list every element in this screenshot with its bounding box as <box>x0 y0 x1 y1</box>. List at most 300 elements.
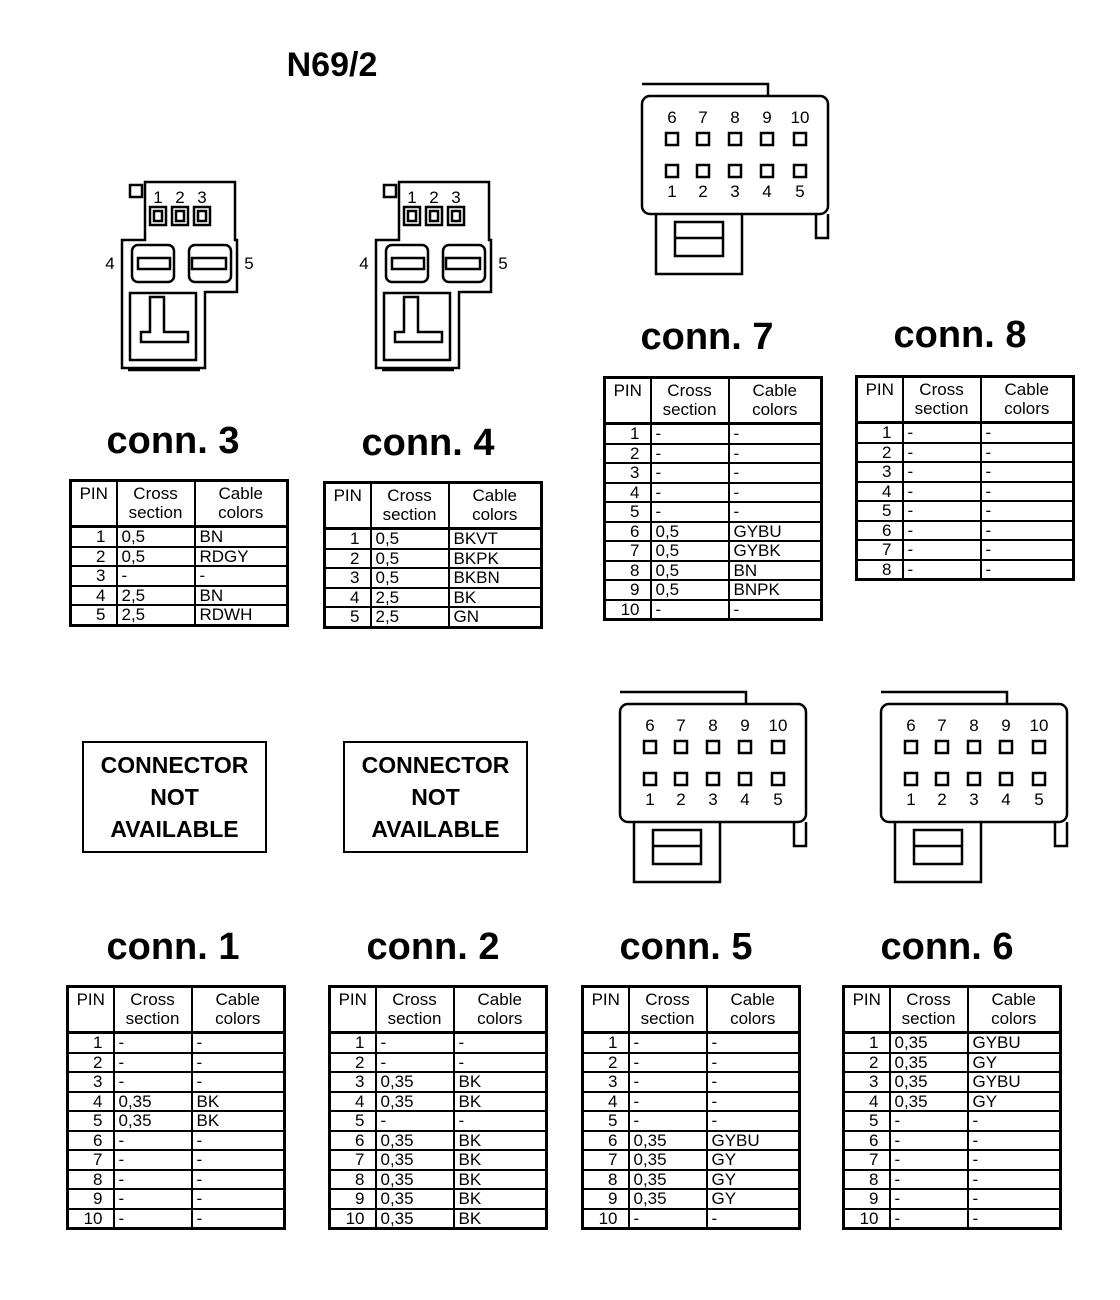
cross-section-cell: 2,5 <box>371 607 449 627</box>
cross-section-cell: - <box>890 1111 968 1131</box>
pin-label: 3 <box>451 188 461 207</box>
header-cross-section: Cross section <box>376 987 454 1033</box>
conn-6-table <box>842 985 1062 1230</box>
table-row <box>844 1092 1061 1112</box>
pin-socket <box>1000 773 1012 785</box>
connector-4-drawing <box>354 180 514 380</box>
table-row <box>844 1053 1061 1073</box>
pin-cell: 5 <box>844 1111 890 1131</box>
header-cross-section: Cross section <box>651 378 729 424</box>
pin-socket <box>968 741 980 753</box>
cable-color-cell: BNPK <box>729 580 822 600</box>
pin-cell: 4 <box>71 586 117 606</box>
pin-label: 1 <box>906 790 916 809</box>
cable-color-cell: - <box>968 1111 1061 1131</box>
cable-color-cell: - <box>192 1131 285 1151</box>
pin-cell: 3 <box>583 1072 629 1092</box>
pin-label: 2 <box>937 790 947 809</box>
pin-label: 7 <box>937 716 947 735</box>
table-row <box>844 1170 1061 1190</box>
conn-4-table <box>323 481 543 629</box>
cross-section-cell: - <box>651 424 729 444</box>
pin-cell: 4 <box>844 1092 890 1112</box>
conn-1-title: conn. 1 <box>106 926 240 968</box>
pin-label: 9 <box>1001 716 1011 735</box>
table-row <box>325 607 542 627</box>
connector-not-available-box-2 <box>343 741 528 853</box>
table-row <box>330 1131 547 1151</box>
conn-4-title: conn. 4 <box>361 422 495 464</box>
header-cable-colors: Cable colors <box>968 987 1061 1033</box>
pin-cell: 8 <box>68 1170 114 1190</box>
table-row <box>325 568 542 588</box>
pin-socket-inner <box>430 211 438 221</box>
conn-3-title: conn. 3 <box>106 420 240 462</box>
pin-cell: 7 <box>605 541 651 561</box>
cable-color-cell: - <box>729 600 822 620</box>
cross-section-cell: - <box>651 502 729 522</box>
na-line-2: NOT <box>150 784 199 810</box>
cable-color-cell: - <box>195 566 288 586</box>
pin-socket <box>194 207 210 225</box>
cross-section-cell: 0,5 <box>651 522 729 542</box>
cable-color-cell: - <box>707 1053 800 1073</box>
pin-socket <box>150 207 166 225</box>
cross-section-cell: - <box>114 1131 192 1151</box>
cross-section-cell: 0,35 <box>114 1111 192 1131</box>
cable-color-cell: BN <box>195 527 288 547</box>
cable-color-cell: BK <box>449 588 542 608</box>
cross-section-cell: - <box>114 1072 192 1092</box>
cable-color-cell: - <box>981 501 1074 521</box>
table-row <box>857 423 1074 443</box>
table-row <box>68 1033 285 1053</box>
cable-color-cell: - <box>192 1033 285 1053</box>
pin-cell: 9 <box>605 580 651 600</box>
power-pin-blade <box>192 258 226 269</box>
pin-socket <box>936 741 948 753</box>
pin-cell: 1 <box>325 529 371 549</box>
cable-color-cell: GY <box>707 1150 800 1170</box>
table-row <box>68 1209 285 1229</box>
conn-2-table <box>328 985 548 1230</box>
power-pin-blade <box>446 258 480 269</box>
table-row <box>583 1150 800 1170</box>
pin-label: 5 <box>498 254 508 273</box>
pin-socket <box>794 133 806 145</box>
latch <box>130 185 142 197</box>
pin-label: 2 <box>429 188 439 207</box>
table-row <box>330 1209 547 1229</box>
cross-section-cell: - <box>376 1053 454 1073</box>
pin-cell: 1 <box>68 1033 114 1053</box>
cross-section-cell: 2,5 <box>371 588 449 608</box>
cable-color-cell: - <box>729 424 822 444</box>
cross-section-cell: - <box>903 443 981 463</box>
table-row <box>68 1111 285 1131</box>
table-row <box>68 1072 285 1092</box>
pin-cell: 6 <box>68 1131 114 1151</box>
cable-color-cell: GYBU <box>729 522 822 542</box>
header-pin: PIN <box>71 481 117 527</box>
cross-section-cell: - <box>629 1072 707 1092</box>
latch <box>384 185 396 197</box>
pin-label: 10 <box>768 716 788 735</box>
cable-color-cell: - <box>981 521 1074 541</box>
cross-section-cell: - <box>629 1209 707 1229</box>
pin-label: 5 <box>795 182 805 201</box>
cross-section-cell: 0,35 <box>376 1189 454 1209</box>
pin-cell: 3 <box>857 462 903 482</box>
pin-label: 1 <box>667 182 677 201</box>
cable-color-cell: BN <box>729 561 822 581</box>
pin-label: 3 <box>197 188 207 207</box>
pin-label: 4 <box>105 254 115 273</box>
cable-color-cell: BKPK <box>449 549 542 569</box>
cross-section-cell: - <box>114 1053 192 1073</box>
pin-label: 5 <box>244 254 254 273</box>
cross-section-cell: 0,35 <box>376 1150 454 1170</box>
pin-socket <box>426 207 442 225</box>
pin-socket <box>675 741 687 753</box>
header-cable-colors: Cable colors <box>707 987 800 1033</box>
pin-cell: 4 <box>857 482 903 502</box>
table-row <box>857 482 1074 502</box>
table-row <box>844 1111 1061 1131</box>
pin-label: 6 <box>667 108 677 127</box>
table-header-row <box>583 987 800 1033</box>
pin-cell: 3 <box>71 566 117 586</box>
cross-section-cell: 0,5 <box>371 568 449 588</box>
cable-color-cell: GYBU <box>968 1072 1061 1092</box>
conn-5-table <box>581 985 801 1230</box>
cable-color-cell: - <box>968 1131 1061 1151</box>
pin-socket <box>404 207 420 225</box>
pin-socket <box>666 165 678 177</box>
pin-cell: 1 <box>857 423 903 443</box>
cross-section-cell: 0,5 <box>651 580 729 600</box>
table-row <box>583 1170 800 1190</box>
cross-section-cell: - <box>890 1150 968 1170</box>
cross-section-cell: 0,35 <box>376 1170 454 1190</box>
cross-section-cell: - <box>651 483 729 503</box>
pin-cell: 6 <box>844 1131 890 1151</box>
header-cross-section: Cross section <box>903 377 981 423</box>
pin-cell: 7 <box>857 540 903 560</box>
pin-cell: 9 <box>583 1189 629 1209</box>
table-row <box>325 549 542 569</box>
table-row <box>605 541 822 561</box>
pin-cell: 3 <box>330 1072 376 1092</box>
pin-cell: 4 <box>325 588 371 608</box>
pin-socket <box>739 741 751 753</box>
pin-socket <box>666 133 678 145</box>
connector-7-drawing <box>640 80 840 280</box>
pin-label: 8 <box>969 716 979 735</box>
cross-section-cell: 0,35 <box>890 1033 968 1053</box>
table-row <box>857 462 1074 482</box>
cross-section-cell: - <box>890 1189 968 1209</box>
pin-socket <box>644 773 656 785</box>
header-pin: PIN <box>583 987 629 1033</box>
cable-color-cell: GY <box>968 1053 1061 1073</box>
pin-socket <box>729 133 741 145</box>
pin-cell: 4 <box>330 1092 376 1112</box>
pin-label: 4 <box>359 254 369 273</box>
table-row <box>605 561 822 581</box>
table-row <box>844 1189 1061 1209</box>
pin-label: 1 <box>407 188 417 207</box>
pin-socket <box>707 741 719 753</box>
cross-section-cell: - <box>629 1053 707 1073</box>
pin-label: 7 <box>676 716 686 735</box>
pin-cell: 3 <box>325 568 371 588</box>
cross-section-cell: 0,35 <box>376 1131 454 1151</box>
cable-color-cell: BK <box>454 1150 547 1170</box>
table-header-row <box>68 987 285 1033</box>
cross-section-cell: 0,5 <box>117 527 195 547</box>
table-row <box>330 1033 547 1053</box>
table-row <box>71 586 288 606</box>
pin-cell: 3 <box>68 1072 114 1092</box>
table-row <box>844 1209 1061 1229</box>
cable-color-cell: - <box>192 1150 285 1170</box>
cross-section-cell: - <box>903 521 981 541</box>
pin-cell: 2 <box>844 1053 890 1073</box>
cable-color-cell: BKVT <box>449 529 542 549</box>
cable-color-cell: - <box>707 1209 800 1229</box>
pin-cell: 5 <box>583 1111 629 1131</box>
table-row <box>71 547 288 567</box>
pin-socket <box>172 207 188 225</box>
pin-label: 6 <box>906 716 916 735</box>
pin-cell: 1 <box>844 1033 890 1053</box>
cable-color-cell: - <box>981 540 1074 560</box>
pin-cell: 7 <box>844 1150 890 1170</box>
pin-label: 3 <box>708 790 718 809</box>
header-pin: PIN <box>857 377 903 423</box>
pin-label: 3 <box>969 790 979 809</box>
page-title: N69/2 <box>286 46 378 84</box>
pin-label: 4 <box>740 790 750 809</box>
pin-socket <box>697 133 709 145</box>
cable-color-cell: BK <box>192 1111 285 1131</box>
table-row <box>68 1170 285 1190</box>
conn-6-title: conn. 6 <box>880 926 1014 968</box>
table-row <box>605 580 822 600</box>
header-cable-colors: Cable colors <box>454 987 547 1033</box>
pin-cell: 4 <box>583 1092 629 1112</box>
na-line-1: CONNECTOR <box>100 752 249 778</box>
lock-tab <box>141 297 188 342</box>
pin-cell: 4 <box>605 483 651 503</box>
table-row <box>330 1111 547 1131</box>
pin-socket <box>905 773 917 785</box>
connector-top-rim <box>642 84 768 96</box>
cable-color-cell: GYBU <box>707 1131 800 1151</box>
cross-section-cell: - <box>114 1170 192 1190</box>
table-header-row <box>857 377 1074 423</box>
pin-cell: 2 <box>71 547 117 567</box>
table-row <box>583 1209 800 1229</box>
cable-color-cell: GYBU <box>968 1033 1061 1053</box>
table-row <box>330 1170 547 1190</box>
cable-color-cell: - <box>729 444 822 464</box>
table-row <box>605 600 822 620</box>
pin-cell: 5 <box>330 1111 376 1131</box>
cable-color-cell: BK <box>454 1209 547 1229</box>
cable-color-cell: BKBN <box>449 568 542 588</box>
table-row <box>330 1092 547 1112</box>
pin-label: 10 <box>1029 716 1049 735</box>
pin-cell: 3 <box>605 463 651 483</box>
cable-color-cell: BK <box>192 1092 285 1112</box>
cable-color-cell: GN <box>449 607 542 627</box>
header-cable-colors: Cable colors <box>449 483 542 529</box>
header-cross-section: Cross section <box>629 987 707 1033</box>
cable-color-cell: - <box>981 482 1074 502</box>
table-row <box>857 501 1074 521</box>
pin-cell: 1 <box>330 1033 376 1053</box>
pin-socket <box>1033 741 1045 753</box>
cross-section-cell: - <box>651 444 729 464</box>
header-pin: PIN <box>605 378 651 424</box>
power-pin-socket <box>189 245 231 282</box>
pin-cell: 7 <box>583 1150 629 1170</box>
header-cross-section: Cross section <box>371 483 449 529</box>
cable-color-cell: - <box>981 462 1074 482</box>
table-row <box>583 1189 800 1209</box>
table-row <box>71 527 288 547</box>
cable-color-cell: BK <box>454 1092 547 1112</box>
cable-color-cell: BN <box>195 586 288 606</box>
cable-color-cell: - <box>707 1092 800 1112</box>
pin-cell: 2 <box>325 549 371 569</box>
table-header-row <box>844 987 1061 1033</box>
table-row <box>605 463 822 483</box>
cross-section-cell: 0,5 <box>117 547 195 567</box>
pin-cell: 1 <box>71 527 117 547</box>
cross-section-cell: - <box>629 1111 707 1131</box>
table-row <box>583 1053 800 1073</box>
pin-label: 5 <box>1034 790 1044 809</box>
cross-section-cell: 0,35 <box>890 1053 968 1073</box>
pin-socket-inner <box>452 211 460 221</box>
pin-socket <box>644 741 656 753</box>
pin-socket-inner <box>198 211 206 221</box>
cable-color-cell: RDWH <box>195 605 288 625</box>
cable-color-cell: - <box>707 1072 800 1092</box>
cable-color-cell: - <box>454 1111 547 1131</box>
power-pin-socket <box>443 245 485 282</box>
cross-section-cell: - <box>114 1209 192 1229</box>
table-row <box>68 1189 285 1209</box>
cross-section-cell: - <box>903 482 981 502</box>
cross-section-cell: - <box>903 423 981 443</box>
connector-6-drawing <box>879 688 1079 888</box>
conn-5-title: conn. 5 <box>619 926 753 968</box>
table-row <box>605 483 822 503</box>
large-connector-shape <box>881 692 1067 882</box>
cable-color-cell: GYBK <box>729 541 822 561</box>
cross-section-cell: - <box>903 501 981 521</box>
header-pin: PIN <box>844 987 890 1033</box>
pin-cell: 10 <box>844 1209 890 1229</box>
table-row <box>857 443 1074 463</box>
pin-cell: 7 <box>330 1150 376 1170</box>
cable-color-cell: - <box>192 1170 285 1190</box>
pin-socket <box>968 773 980 785</box>
pin-cell: 7 <box>68 1150 114 1170</box>
large-connector-shape <box>642 84 828 274</box>
header-cable-colors: Cable colors <box>195 481 288 527</box>
cable-color-cell: - <box>981 423 1074 443</box>
cable-color-cell: - <box>454 1033 547 1053</box>
cross-section-cell: - <box>903 462 981 482</box>
cross-section-cell: - <box>629 1033 707 1053</box>
pin-cell: 8 <box>857 560 903 580</box>
pin-cell: 6 <box>583 1131 629 1151</box>
pin-cell: 1 <box>605 424 651 444</box>
pin-label: 2 <box>175 188 185 207</box>
cable-color-cell: BK <box>454 1131 547 1151</box>
pin-cell: 2 <box>68 1053 114 1073</box>
cable-color-cell: BK <box>454 1189 547 1209</box>
cross-section-cell: - <box>114 1189 192 1209</box>
table-row <box>583 1131 800 1151</box>
pin-socket-inner <box>176 211 184 221</box>
cable-color-cell: - <box>981 443 1074 463</box>
table-row <box>583 1111 800 1131</box>
cross-section-cell: - <box>651 600 729 620</box>
pin-cell: 2 <box>583 1053 629 1073</box>
table-row <box>605 444 822 464</box>
cross-section-cell: - <box>114 1150 192 1170</box>
pin-socket <box>739 773 751 785</box>
table-header-row <box>325 483 542 529</box>
cross-section-cell: - <box>117 566 195 586</box>
pin-label: 5 <box>773 790 783 809</box>
pin-socket <box>697 165 709 177</box>
pin-cell: 10 <box>330 1209 376 1229</box>
cross-section-cell: 0,35 <box>890 1092 968 1112</box>
pin-label: 7 <box>698 108 708 127</box>
cross-section-cell: 2,5 <box>117 586 195 606</box>
cross-section-cell: - <box>629 1092 707 1112</box>
pin-socket <box>707 773 719 785</box>
pin-label: 6 <box>645 716 655 735</box>
cable-color-cell: - <box>981 560 1074 580</box>
table-row <box>605 424 822 444</box>
pin-label: 3 <box>730 182 740 201</box>
side-tab <box>794 822 806 846</box>
pin-socket <box>448 207 464 225</box>
cable-color-cell: RDGY <box>195 547 288 567</box>
pin-label: 2 <box>676 790 686 809</box>
cross-section-cell: 0,35 <box>114 1092 192 1112</box>
pin-socket <box>772 773 784 785</box>
pin-cell: 5 <box>605 502 651 522</box>
connector-top-rim <box>881 692 1007 704</box>
table-row <box>330 1150 547 1170</box>
table-row <box>844 1150 1061 1170</box>
cable-color-cell: - <box>192 1209 285 1229</box>
table-row <box>330 1072 547 1092</box>
cross-section-cell: 0,35 <box>629 1131 707 1151</box>
cross-section-cell: - <box>903 560 981 580</box>
cross-section-cell: - <box>651 463 729 483</box>
pin-cell: 5 <box>857 501 903 521</box>
